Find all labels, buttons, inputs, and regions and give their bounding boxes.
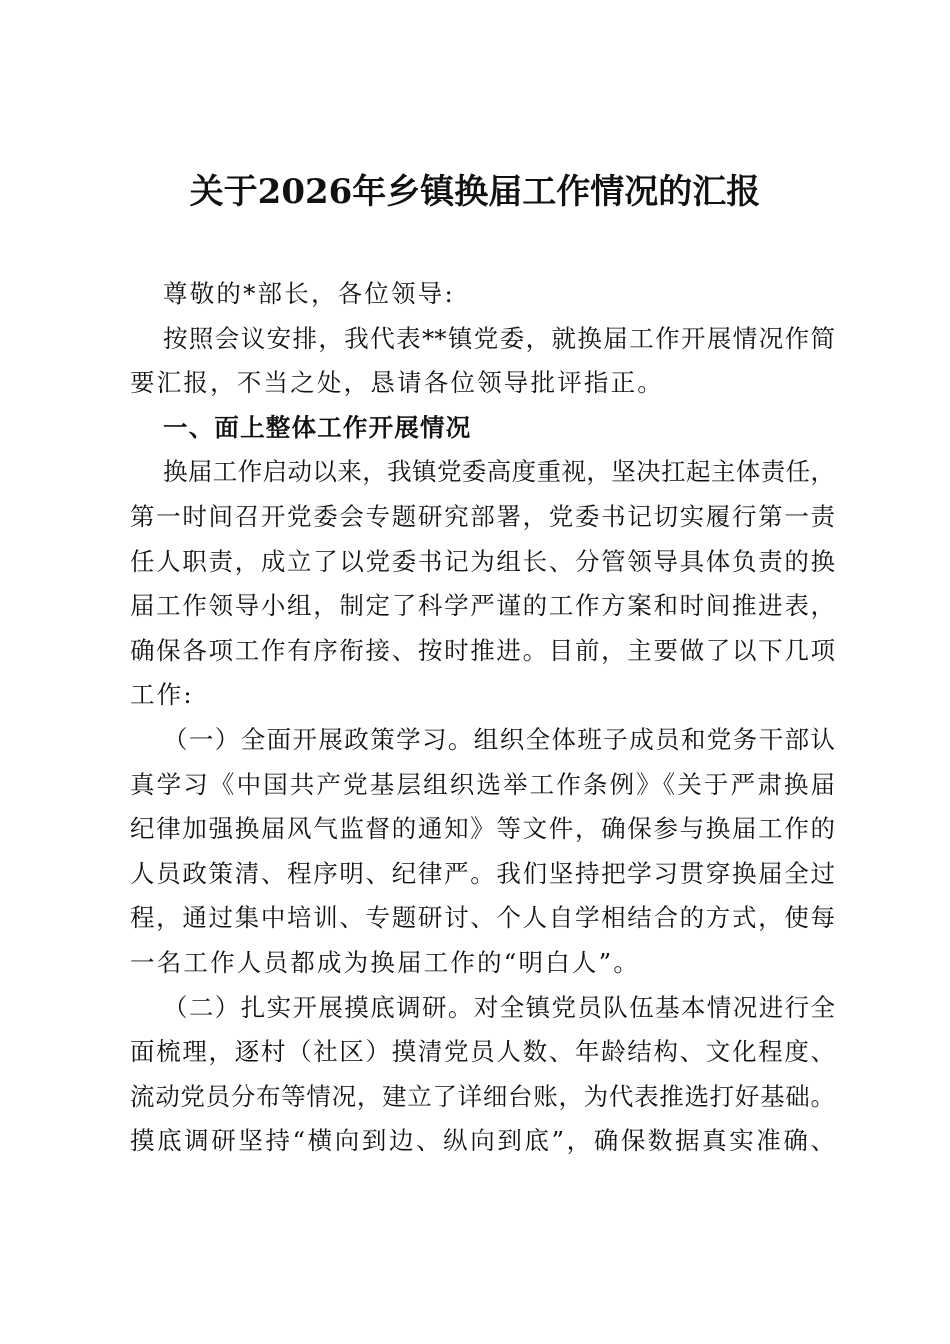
section-heading: 一、面上整体工作开展情况 xyxy=(163,412,472,442)
paragraph-line: 确保各项工作有序衔接、按时推进。目前，主要做了以下几项 xyxy=(130,635,835,665)
subsection-line: （二）扎实开展摸底调研。对全镇党员队伍基本情况进行全 xyxy=(163,992,835,1022)
paragraph-line: 工作: xyxy=(130,680,194,710)
paragraph-line: 要汇报，不当之处，恳请各位领导批评指正。 xyxy=(130,368,664,398)
paragraph-line: 纪律加强换届风气监督的通知》等文件，确保参与换届工作的 xyxy=(130,814,835,844)
paragraph-line: 任人职责，成立了以党委书记为组长、分管领导具体负责的换 xyxy=(130,546,835,576)
paragraph-line: 摸底调研坚持“横向到边、纵向到底”，确保数据真实准确、 xyxy=(130,1126,835,1156)
paragraph-line: 按照会议安排，我代表**镇党委，就换届工作开展情况作简 xyxy=(163,323,835,353)
paragraph-line: 面梳理，逐村（社区）摸清党员人数、年龄结构、文化程度、 xyxy=(130,1037,835,1067)
paragraph-line: 流动党员分布等情况，建立了详细台账，为代表推选打好基础。 xyxy=(130,1081,835,1111)
salutation: 尊敬的*部长，各位领导: xyxy=(163,279,455,308)
paragraph-line: 真学习《中国共产党基层组织选举工作条例》《关于严肃换届 xyxy=(130,769,835,799)
paragraph-line: 一名工作人员都成为换届工作的“明白人”。 xyxy=(130,947,641,977)
document-body xyxy=(130,272,835,1164)
paragraph-line: 换届工作启动以来，我镇党委高度重视，坚决扛起主体责任， xyxy=(163,457,835,487)
paragraph-line: 程，通过集中培训、专题研讨、个人自学相结合的方式，使每 xyxy=(130,903,835,933)
paragraph-line: 人员政策清、程序明、纪律严。我们坚持把学习贯穿换届全过 xyxy=(130,858,835,888)
document-title: 关于2026年乡镇换届工作情况的汇报 xyxy=(189,172,761,212)
paragraph-line: 第一时间召开党委会专题研究部署，党委书记切实履行第一责 xyxy=(130,501,835,531)
paragraph-line: 届工作领导小组，制定了科学严谨的工作方案和时间推进表， xyxy=(130,591,835,621)
subsection-line: （一）全面开展政策学习。组织全体班子成员和党务干部认 xyxy=(163,724,835,754)
